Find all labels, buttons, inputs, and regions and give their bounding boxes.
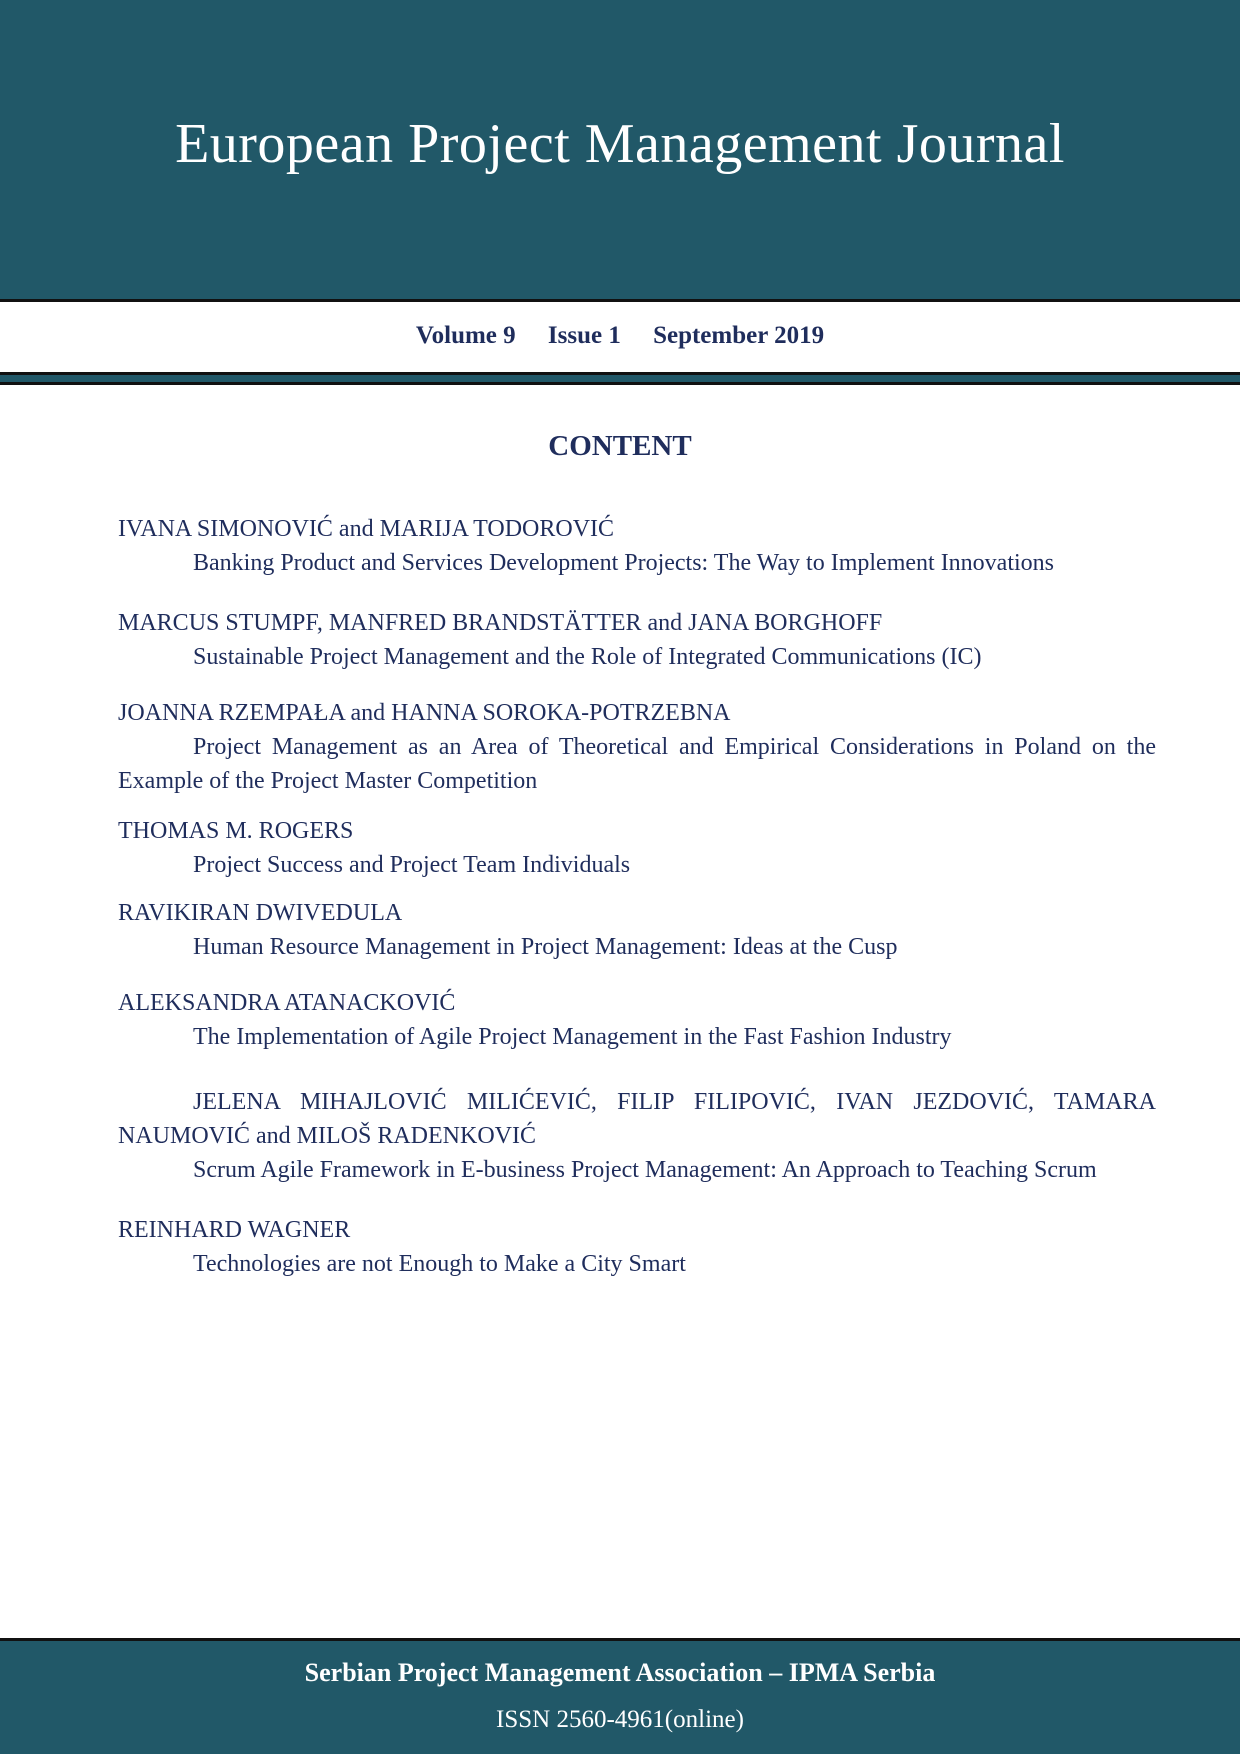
toc-entry xyxy=(118,512,1156,580)
issn: ISSN 2560-4961(online) xyxy=(496,1706,744,1733)
article-title: Human Resource Management in Project Management: Ideas at the Cusp xyxy=(193,934,898,960)
article-authors: JELENA MIHAJLOVIĆ MILIĆEVIĆ, FILIP FILIPOVIĆ, IVAN JEZDOVIĆ, TAMARA NAUMOVIĆ and MILOŠ RADENKOVIĆ xyxy=(118,1089,1156,1149)
publisher-name: Serbian Project Management Association – IPMA Serbia xyxy=(304,1658,936,1687)
toc-entry xyxy=(118,606,1156,674)
toc-entry xyxy=(118,814,1156,882)
article-authors: REINHARD WAGNER xyxy=(118,1217,351,1243)
article-authors: THOMAS M. ROGERS xyxy=(118,818,354,844)
toc-entry xyxy=(118,896,1156,964)
article-authors: MARCUS STUMPF, MANFRED BRANDSTÄTTER and JANA BORGHOFF xyxy=(118,610,883,636)
issue-line xyxy=(0,322,1240,350)
table-of-contents xyxy=(118,512,1156,1281)
issue-label: Issue 1 xyxy=(547,322,621,349)
article-authors: IVANA SIMONOVIĆ and MARIJA TODOROVIĆ xyxy=(118,516,615,542)
article-title: The Implementation of Agile Project Management in the Fast Fashion Industry xyxy=(193,1024,952,1050)
content-heading: CONTENT xyxy=(548,430,692,462)
article-title: Project Success and Project Team Individuals xyxy=(193,852,631,878)
article-title: Project Management as an Area of Theoretical and Empirical Considerations in Poland on the Example of the Project Master Competition xyxy=(118,734,1156,794)
article-authors: ALEKSANDRA ATANACKOVIĆ xyxy=(118,990,456,1016)
article-authors: JOANNA RZEMPAŁA and HANNA SOROKA-POTRZEBNA xyxy=(118,700,731,726)
toc-entry xyxy=(118,696,1156,798)
article-title: Technologies are not Enough to Make a City Smart xyxy=(193,1251,686,1277)
article-title: Scrum Agile Framework in E-business Project Management: An Approach to Teaching Scrum xyxy=(193,1157,1097,1183)
cover-footer xyxy=(0,1638,1240,1754)
toc-entry xyxy=(118,986,1156,1054)
toc-entry xyxy=(118,1085,1156,1187)
volume-label: Volume 9 xyxy=(415,322,516,349)
article-authors: RAVIKIRAN DWIVEDULA xyxy=(118,900,403,926)
article-title: Banking Product and Services Development Projects: The Way to Implement Innovations xyxy=(193,550,1055,576)
cover-header xyxy=(0,0,1240,302)
date-label: September 2019 xyxy=(653,322,825,349)
journal-title: European Project Management Journal xyxy=(175,113,1065,175)
toc-entry xyxy=(118,1213,1156,1281)
article-title: Sustainable Project Management and the Role of Integrated Communications (IC) xyxy=(193,644,982,670)
divider-band xyxy=(0,372,1240,385)
